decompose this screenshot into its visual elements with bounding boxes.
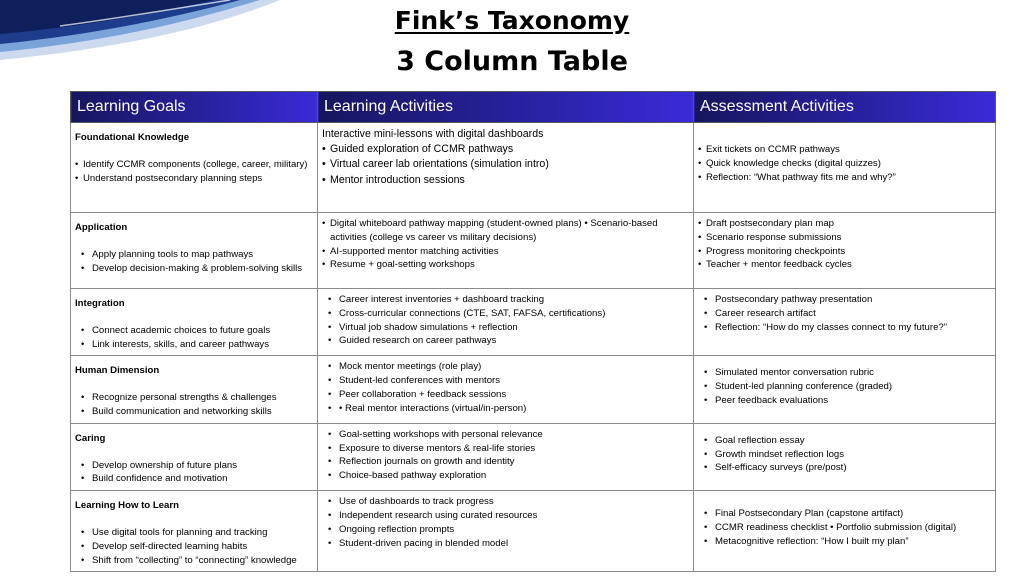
list-item: • Apply planning tools to map pathways [75,248,313,262]
taxonomy-table [70,91,996,572]
header-learning-goals: Learning Goals [71,92,318,123]
assessments-cell [694,356,996,423]
list-item: • Guided research on career pathways [322,334,689,348]
activities-list [322,495,689,550]
list-item: • Reflection: “What pathway fits me and why?” [698,171,991,185]
list-item: • Simulated mentor conversation rubric [698,366,991,380]
goal-list [75,391,313,419]
activities-intro: Interactive mini-lessons with digital dashboards [322,128,544,140]
list-item: • Quick knowledge checks (digital quizzes) [698,157,991,171]
list-item: • Build communication and networking skills [75,405,313,419]
assessments-cell [694,123,996,213]
list-item: • Develop self-directed learning habits [75,540,313,554]
table-row [71,213,996,289]
list-item: • Develop ownership of future plans [75,459,313,473]
list-item: • Ongoing reflection prompts [322,523,689,537]
list-item: • Mock mentor meetings (role play) [322,360,689,374]
activities-cell [318,491,694,572]
activities-list [322,293,689,348]
goal-title: Foundational Knowledge [75,132,190,143]
goal-cell [71,491,318,572]
activities-list [322,217,689,272]
list-item: • Career research artifact [698,307,991,321]
list-item: • Choice-based pathway exploration [322,469,689,483]
assessments-list [698,507,991,548]
list-item: • Build confidence and motivation [75,472,313,486]
goal-cell [71,356,318,423]
list-item: • Use of dashboards to track progress [322,495,689,509]
list-item: • Student-driven pacing in blended model [322,537,689,551]
list-item: • AI-supported mentor matching activities [322,245,689,259]
goal-title: Caring [75,432,106,444]
list-item: • Reflection journals on growth and identity [322,455,689,469]
list-item: • Recognize personal strengths & challenges [75,391,313,405]
list-item: • Scenario response submissions [698,231,991,245]
activities-cell [318,356,694,423]
assessments-cell [694,491,996,572]
list-item: • Digital whiteboard pathway mapping (student-owned plans) • Scenario-based activities (college vs career vs military decisions) [322,217,689,245]
list-item: • Shift from “collecting” to “connecting” knowledge [75,554,313,568]
activities-cell [318,213,694,289]
table-row [71,356,996,423]
table-header-row [71,92,996,123]
list-item: • Student-led conferences with mentors [322,374,689,388]
activities-cell [318,123,694,213]
activities-cell [318,289,694,356]
goal-cell [71,213,318,289]
list-item: • Self-efficacy surveys (pre/post) [698,461,991,475]
assessments-cell [694,423,996,490]
list-item: • Teacher + mentor feedback cycles [698,258,991,272]
list-item: • Progress monitoring checkpoints [698,245,991,259]
list-item: • Exposure to diverse mentors & real-life stories [322,442,689,456]
page-subtitle: 3 Column Table [396,46,628,77]
list-item: • Career interest inventories + dashboard tracking [322,293,689,307]
list-item: • Connect academic choices to future goals [75,324,313,338]
goal-list [75,158,313,186]
list-item: • Peer collaboration + feedback sessions [322,388,689,402]
list-item: • Virtual job shadow simulations + reflection [322,321,689,335]
table-row [71,491,996,572]
table-row [71,423,996,490]
list-item: • Goal-setting workshops with personal relevance [322,428,689,442]
assessments-list [698,217,991,272]
goal-cell [71,289,318,356]
assessments-list [698,366,991,407]
goal-list [75,459,313,487]
assessments-cell [694,213,996,289]
goal-title: Integration [75,298,125,309]
goal-list [75,248,313,276]
activities-list [322,142,689,188]
list-item: • Use digital tools for planning and tracking [75,526,313,540]
assessments-cell [694,289,996,356]
list-item: • Guided exploration of CCMR pathways [322,142,689,157]
table-row [71,289,996,356]
list-item: • Virtual career lab orientations (simulation intro) [322,157,689,172]
list-item: • Understand postsecondary planning steps [75,172,313,186]
list-item: • Student-led planning conference (graded) [698,380,991,394]
goal-title: Human Dimension [75,365,160,377]
list-item: • Identify CCMR components (college, career, military) [75,158,313,172]
activities-list [322,360,689,415]
list-item: • Reflection: “How do my classes connect to my future?” [698,321,991,335]
list-item: • Develop decision-making & problem-solving skills [75,262,313,276]
table-row [71,123,996,213]
goal-cell [71,423,318,490]
goal-cell [71,123,318,213]
list-item: • Growth mindset reflection logs [698,448,991,462]
list-item: • Goal reflection essay [698,434,991,448]
assessments-list [698,434,991,475]
header-learning-activities: Learning Activities [318,92,694,123]
list-item: • Metacognitive reflection: “How I built my plan” [698,535,991,549]
list-item: • Peer feedback evaluations [698,394,991,408]
list-item: • Link interests, skills, and career pathways [75,338,313,352]
goal-title: Application [75,222,128,233]
list-item: • Cross-curricular connections (CTE, SAT, FAFSA, certifications) [322,307,689,321]
goal-title: Learning How to Learn [75,500,179,512]
assessments-list [698,293,991,334]
activities-cell [318,423,694,490]
assessments-list [698,143,991,184]
list-item: • Mentor introduction sessions [322,173,689,188]
list-item: • • Real mentor interactions (virtual/in-person) [322,402,689,416]
goal-list [75,324,313,352]
list-item: • Final Postsecondary Plan (capstone artifact) [698,507,991,521]
header-assessment-activities: Assessment Activities [694,92,996,123]
activities-list [322,428,689,483]
list-item: • Resume + goal-setting workshops [322,258,689,272]
page-title: Fink’s Taxonomy [394,6,630,35]
list-item: • Postsecondary pathway presentation [698,293,991,307]
list-item: • Exit tickets on CCMR pathways [698,143,991,157]
list-item: • CCMR readiness checklist • Portfolio submission (digital) [698,521,991,535]
list-item: • Independent research using curated resources [322,509,689,523]
list-item: • Draft postsecondary plan map [698,217,991,231]
goal-list [75,526,313,567]
